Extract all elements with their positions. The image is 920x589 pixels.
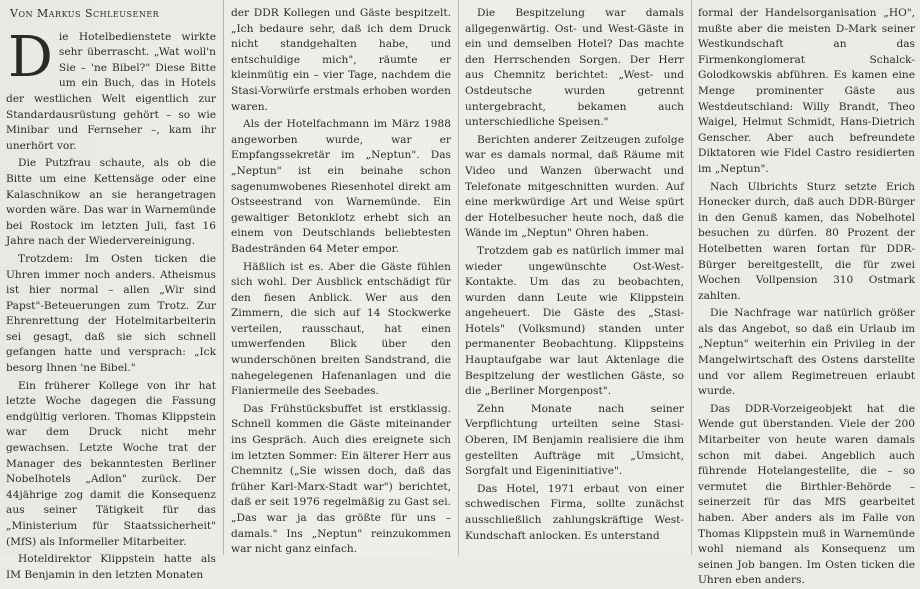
paragraph-text: ie Hotelbedienstete wirkte sehr überrascht. „Wat woll'n Sie – 'ne Bibel?" Diese Bitte um ein Buch, das in Hotels der westlichen Welt eigentlich zur Standardausrüstung gehört – so wie Minibar und Fernseher –, kam ihr unerhört vor. — [6, 30, 216, 152]
column-rule — [223, 0, 224, 555]
paragraph: Das DDR-Vorzeigeobjekt hat die Wende gut überstanden. Viele der 200 Mitarbeiter von heute waren damals schon mit dabei. Angeblich auch führende Hotelangestellte, die – so vermutet die Birthler-Behörde – seinerzeit für das MfS gearbeitet haben. Aber anders als im Falle von Thomas Klippstein muß in Warnemünde wohl niemand als Konsequenz um seinen Job bangen. Im Osten ticken die Uhren eben anders. — [698, 402, 915, 587]
article-column-2 — [231, 6, 451, 555]
byline: Von Markus Schleusener — [10, 7, 160, 20]
column-rule — [458, 0, 459, 555]
column-rule — [691, 0, 692, 555]
paragraph: Als der Hotelfachmann im März 1988 angeworben wurde, war er Empfangssekretär im „Neptun". Das „Neptun" ist ein beinahe schon sagenumwobenes Riesenhotel direkt am Ostseestrand von Warnemünde. Ein gewaltiger Betonklotz erhebt sich an einem von Deutschlands beliebtesten Badestränden 64 Meter empor. — [231, 118, 451, 255]
article-column-1 — [6, 6, 216, 581]
paragraph: Das Hotel, 1971 erbaut von einer schwedischen Firma, sollte zunächst ausschließlich zahlungskräftige West-Kundschaft anlocken. Es unterstand — [465, 482, 684, 542]
paragraph: Die Bespitzelung war damals allgegenwärtig. Ost- und West-Gäste in ein und demselben Hotel? Das machte den Herrschenden Sorgen. Der Herr aus Chemnitz berichtet: „West- und Ostdeutsche wurden getrennt untergebracht, bekamen auch unterschiedliche Speisen." — [465, 7, 684, 129]
paragraph: Das Frühstücksbuffet ist erstklassig. Schnell kommen die Gäste miteinander ins Gespräch. Auch dies ereignete sich im letzten Sommer: Ein älterer Herr aus Chemnitz („Sie wissen doch, daß das früher Karl-Marx-Stadt war") berichtet, daß er seit 1976 regelmäßig zu Gast sei. „Das war ja das größte für uns – damals." Ins „Neptun" reinzukommen war nicht ganz einfach. — [231, 402, 451, 556]
paragraph: Trotzdem: Im Osten ticken die Uhren immer noch anders. Atheismus ist hier normal – allen „Wir sind Papst"-Beteuerungen zum Trotz. Zur Ehrenrettung der Hotelmitarbeiterin sei gesagt, daß sie sich schnell gefangen hatte und versprach: „Ick besorg Ihnen 'ne Bibel." — [6, 252, 216, 375]
paragraph: formal der Handelsorganisation „HO", mußte aber die meisten D-Mark seiner Westkundschaft an das Firmenkonglomerat Schalck-Golodkowskis abführen. Es kamen eine Menge prominenter Gäste aus Westdeutschland: Willy Brandt, Theo Waigel, Helmut Schmidt, Hans-Dietrich Genscher. Aber auch befreundete Diktatoren wie Fidel Castro residierten im „Neptun". — [698, 7, 915, 175]
paragraph: Hoteldirektor Klippstein hatte als IM Benjamin in den letzten Monaten — [6, 553, 216, 581]
paragraph: Ein früherer Kollege von ihr hat letzte Woche dagegen die Fassung endgültig verloren. Thomas Klippstein war dem Druck nicht mehr gewachsen. Letzte Woche trat der Manager des bekanntesten Berliner Nobelhotels „Adlon" zurück. Der 44jährige zog damit die Konsequenz aus seiner Tätigkeit für das „Ministerium für Staatssicherheit" (MfS) als Informeller Mitarbeiter. — [6, 379, 216, 548]
paragraph: Zehn Monate nach seiner Verpflichtung urteilten seine Stasi-Oberen, IM Benjamin realisiere die ihm gestellten Aufträge mit „Umsicht, Sorgfalt und Eigeninitiative". — [465, 402, 684, 478]
paragraph: der DDR Kollegen und Gäste bespitzelt. „Ich bedaure sehr, daß ich dem Druck nicht standgehalten habe, und entschuldige mich", räumte er kleinmütig ein – vier Tage, nachdem die Stasi-Vorwürfe erstmals erhoben worden waren. — [231, 7, 451, 113]
paragraph: Die Nachfrage war natürlich größer als das Angebot, so daß ein Urlaub im „Neptun" weiterhin ein Privileg in der Mangelwirtschaft des Ostens darstellte und vor allem Regimetreuen erlaubt wurde. — [698, 307, 915, 398]
paragraph: Nach Ulbrichts Sturz setzte Erich Honecker durch, daß auch DDR-Bürger in den Genuß kamen, das Nobelhotel besuchen zu dürfen. 80 Prozent der Hotelbetten waren fortan für DDR-Bürger bereitgestellt, die für zwei Wochen Vollpension 310 Ostmark zahlten. — [698, 180, 915, 302]
article-column-4 — [698, 6, 915, 587]
drop-cap: D — [8, 24, 53, 90]
article-column-3 — [465, 6, 684, 555]
lead-paragraph — [6, 24, 216, 155]
paragraph: Häßlich ist es. Aber die Gäste fühlen sich wohl. Der Ausblick entschädigt für den fiesen Anblick. Wer aus den Zimmern, die sich auf 14 Stockwerke verteilen, rausschaut, hat einen umwerfenden Blick über den wunderschönen breiten Sandstrand, die nahegelegenen Hafenanlagen und die Flaniermeile des Seebades. — [231, 260, 451, 398]
paragraph: Die Putzfrau schaute, als ob die Bitte um eine Kettensäge oder eine Kalaschnikow an sie herangetragen worden wäre. Das war in Warnemünde bei Rostock im letzten Juli, fast 16 Jahre nach der Wiedervereinigung. — [6, 157, 216, 248]
paragraph: Berichten anderer Zeitzeugen zufolge war es damals normal, daß Räume mit Video und Wanzen überwacht und Telefonate mitgeschnitten wurden. Auf eine merkwürdige Art und Weise spürt der Hotelbesucher heute noch, daß die Wände im „Neptun" Ohren haben. — [465, 133, 684, 240]
paragraph: Trotzdem gab es natürlich immer mal wieder ungewünschte Ost-West-Kontakte. Um das zu beobachten, wurden dann Leute wie Klippstein angeheuert. Die Gäste des „Stasi-Hotels" (Volksmund) standen unter permanenter Beobachtung. Klippsteins Hauptaufgabe war laut Aktenlage die Bespitzelung der westlichen Gäste, so die „Berliner Morgenpost". — [465, 244, 684, 398]
